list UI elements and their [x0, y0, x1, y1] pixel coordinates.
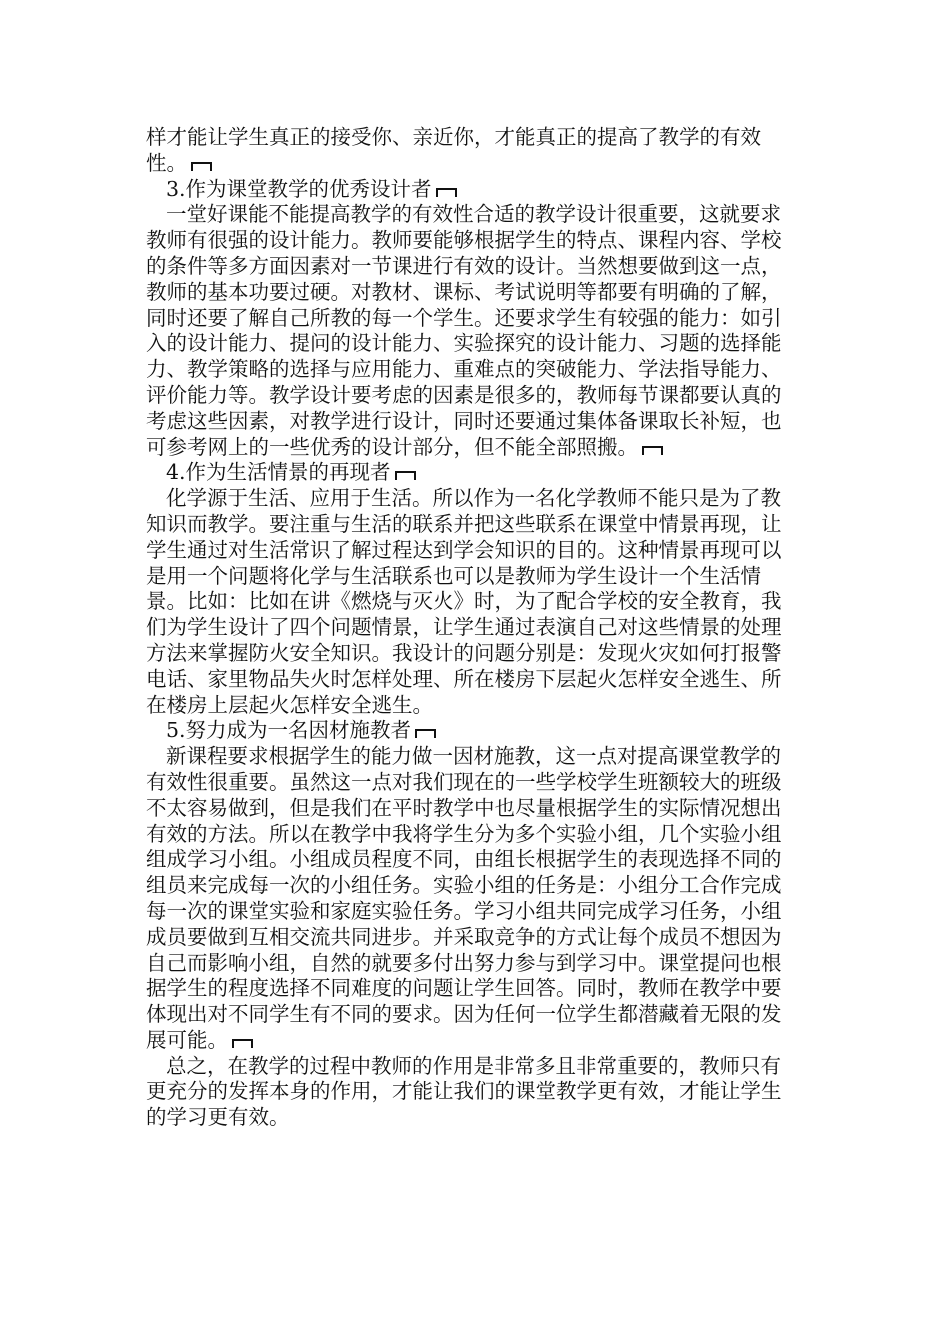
section-heading-3	[146, 177, 786, 203]
document-body	[146, 125, 786, 1131]
paragraph-text: 总之，在教学的过程中教师的作用是非常多且非常重要的，教师只有更充分的发挥本身的作用，才能让我们的课堂教学更有效，才能让学生的学习更有效。	[146, 1053, 782, 1130]
paragraph-mark-icon	[395, 471, 416, 480]
paragraph-text: 新课程要求根据学生的能力做一因材施教，这一点对提高课堂教学的有效性很重要。虽然这一点对我们现在的一些学校学生班额较大的班级不太容易做到，但是我们在平时教学中也尽量根据学生的实际情况想出有效的方法。所以在教学中我将学生分为多个实验小组，几个实验小组组成学习小组。小组成员程度不同，由组长根据学生的表现选择不同的组员来完成每一次的小组任务。实验小组的任务是：小组分工合作完成每一次的课堂实验和家庭实验任务。学习小组共同完成学习任务，小组成员要做到互相交流共同进步。并采取竞争的方式让每个成员不想因为自己而影响小组，自然的就要多付出努力参与到学习中。课堂提问也根据学生的程度选择不同难度的问题让学生回答。同时，教师在教学中要体现出对不同学生有不同的要求。因为任何一位学生都潜藏着无限的发展可能。	[146, 744, 782, 1052]
paragraph-individualized-teaching	[146, 744, 786, 1054]
heading-text: 4.作为生活情景的再现者	[166, 460, 391, 485]
paragraph-continuation	[146, 125, 786, 177]
paragraph-text: 化学源于生活、应用于生活。所以作为一名化学教师不能只是为了教知识而教学。要注重与生活的联系并把这些联系在课堂中情景再现，让学生通过对生活常识了解过程达到学会知识的目的。这种情景再现可以是用一个问题将化学与生活联系也可以是教师为学生设计一个生活情景。比如：比如在讲《燃烧与灭火》时，为了配合学校的安全教育，我们为学生设计了四个问题情景，让学生通过表演自己对这些情景的处理方法来掌握防火安全知识。我设计的问题分别是：发现火灾如何打报警电话、家里物品失火时怎样处理、所在楼房下层起火怎样安全逃生、所在楼房上层起火怎样安全逃生。	[146, 486, 782, 717]
paragraph-conclusion	[146, 1054, 786, 1131]
paragraph-design	[146, 202, 786, 460]
paragraph-text: 样才能让学生真正的接受你、亲近你，才能真正的提高了教学的有效性。	[146, 125, 761, 175]
paragraph-mark-icon	[642, 446, 663, 455]
paragraph-mark-icon	[436, 188, 457, 197]
section-heading-4	[146, 460, 786, 486]
paragraph-life-scenario	[146, 486, 786, 718]
section-heading-5	[146, 718, 786, 744]
paragraph-mark-icon	[191, 162, 212, 171]
heading-text: 5.努力成为一名因材施教者	[166, 718, 412, 743]
paragraph-mark-icon	[232, 1039, 253, 1048]
paragraph-mark-icon	[415, 729, 436, 738]
heading-text: 3.作为课堂教学的优秀设计者	[166, 176, 432, 201]
paragraph-text: 一堂好课能不能提高教学的有效性合适的教学设计很重要，这就要求教师有很强的设计能力。教师要能够根据学生的特点、课程内容、学校的条件等多方面因素对一节课进行有效的设计。当然想要做到这一点，教师的基本功要过硬。对教材、课标、考试说明等都要有明确的了解，同时还要了解自己所教的每一个学生。还要求学生有较强的能力：如引入的设计能力、提问的设计能力、实验探究的设计能力、习题的选择能力、教学策略的选择与应用能力、重难点的突破能力、学法指导能力、评价能力等。教学设计要考虑的因素是很多的，教师每节课都要认真的考虑这些因素，对教学进行设计，同时还要通过集体备课取长补短，也可参考网上的一些优秀的设计部分，但不能全部照搬。	[146, 202, 782, 459]
